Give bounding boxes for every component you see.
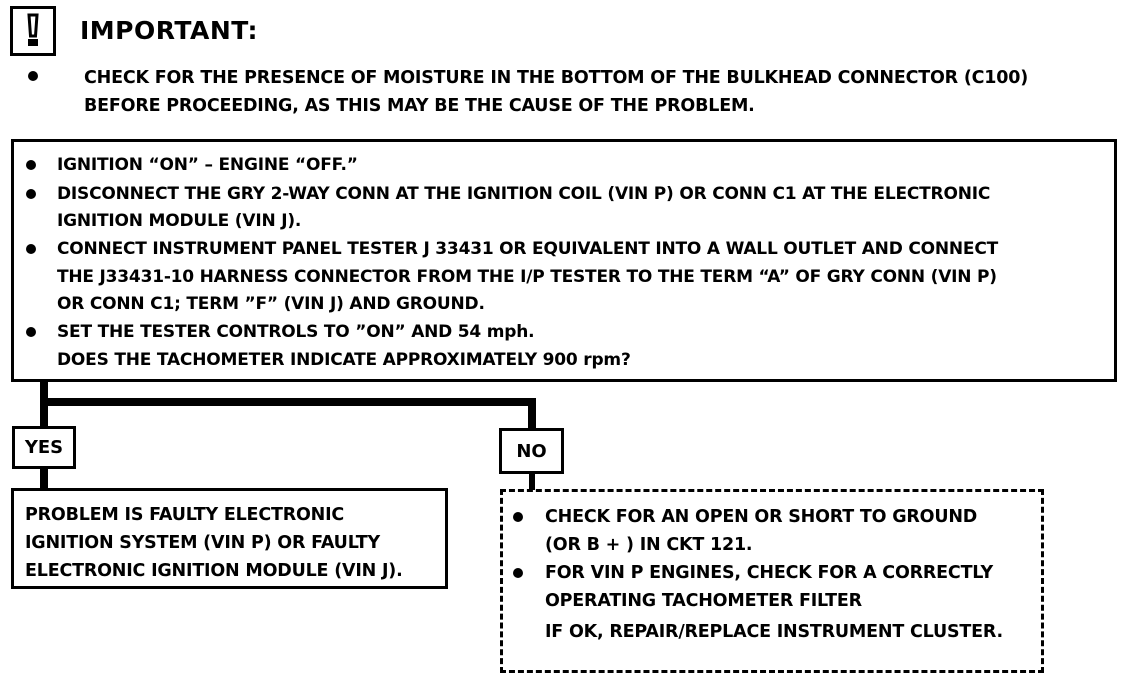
yes-result-line: IGNITION SYSTEM (VIN P) OR FAULTY (25, 533, 380, 553)
main-step-line: IGNITION MODULE (VIN J). (57, 211, 302, 231)
yes-result-text (25, 501, 403, 585)
yes-result-line: PROBLEM IS FAULTY ELECTRONIC (25, 505, 345, 525)
important-line-1: CHECK FOR THE PRESENCE OF MOISTURE IN THE BOTTOM OF THE BULKHEAD CONNECTOR (C100) (84, 68, 1029, 88)
main-step-line: CONNECT INSTRUMENT PANEL TESTER J 33431 OR EQUIVALENT INTO A WALL OUTLET AND CONNECT (57, 239, 998, 259)
no-to-check-line (529, 472, 535, 490)
important-note (84, 64, 1028, 120)
main-step-line: THE J33431-10 HARNESS CONNECTOR FROM THE I/P TESTER TO THE TERM “A” OF GRY CONN (VIN P) (57, 267, 997, 287)
bullet (26, 160, 36, 170)
bullet (26, 189, 36, 199)
bullet (513, 568, 523, 578)
yes-result-line: ELECTRONIC IGNITION MODULE (VIN J). (25, 561, 403, 581)
no-check-line: (OR B + ) IN CKT 121. (545, 535, 753, 555)
exclamation-icon (10, 6, 56, 56)
no-label: NO (499, 428, 564, 474)
yes-to-result-line (40, 467, 48, 489)
no-check-line: IF OK, REPAIR/REPLACE INSTRUMENT CLUSTER. (545, 622, 1003, 642)
branch-bar (40, 398, 536, 406)
main-step-line: SET THE TESTER CONTROLS TO ”ON” AND 54 mph. (57, 322, 535, 342)
yes-label: YES (12, 426, 76, 469)
bullet (513, 512, 523, 522)
main-step-line: IGNITION “ON” – ENGINE “OFF.” (57, 155, 358, 175)
bullet (26, 244, 36, 254)
no-check-line: CHECK FOR AN OPEN OR SHORT TO GROUND (545, 507, 978, 527)
bullet (28, 71, 38, 81)
important-line-2: BEFORE PROCEEDING, AS THIS MAY BE THE CAUSE OF THE PROBLEM. (84, 96, 755, 116)
main-step-question: DOES THE TACHOMETER INDICATE APPROXIMATELY 900 rpm? (57, 350, 631, 370)
bullet (26, 327, 36, 337)
no-check-line: FOR VIN P ENGINES, CHECK FOR A CORRECTLY (545, 563, 994, 583)
main-step-line: DISCONNECT THE GRY 2-WAY CONN AT THE IGNITION COIL (VIN P) OR CONN C1 AT THE ELECTRONIC (57, 184, 991, 204)
main-step-line: OR CONN C1; TERM ”F” (VIN J) AND GROUND. (57, 294, 485, 314)
no-check-line: OPERATING TACHOMETER FILTER (545, 591, 862, 611)
important-title: IMPORTANT: (80, 16, 258, 45)
no-drop-line (528, 398, 536, 428)
